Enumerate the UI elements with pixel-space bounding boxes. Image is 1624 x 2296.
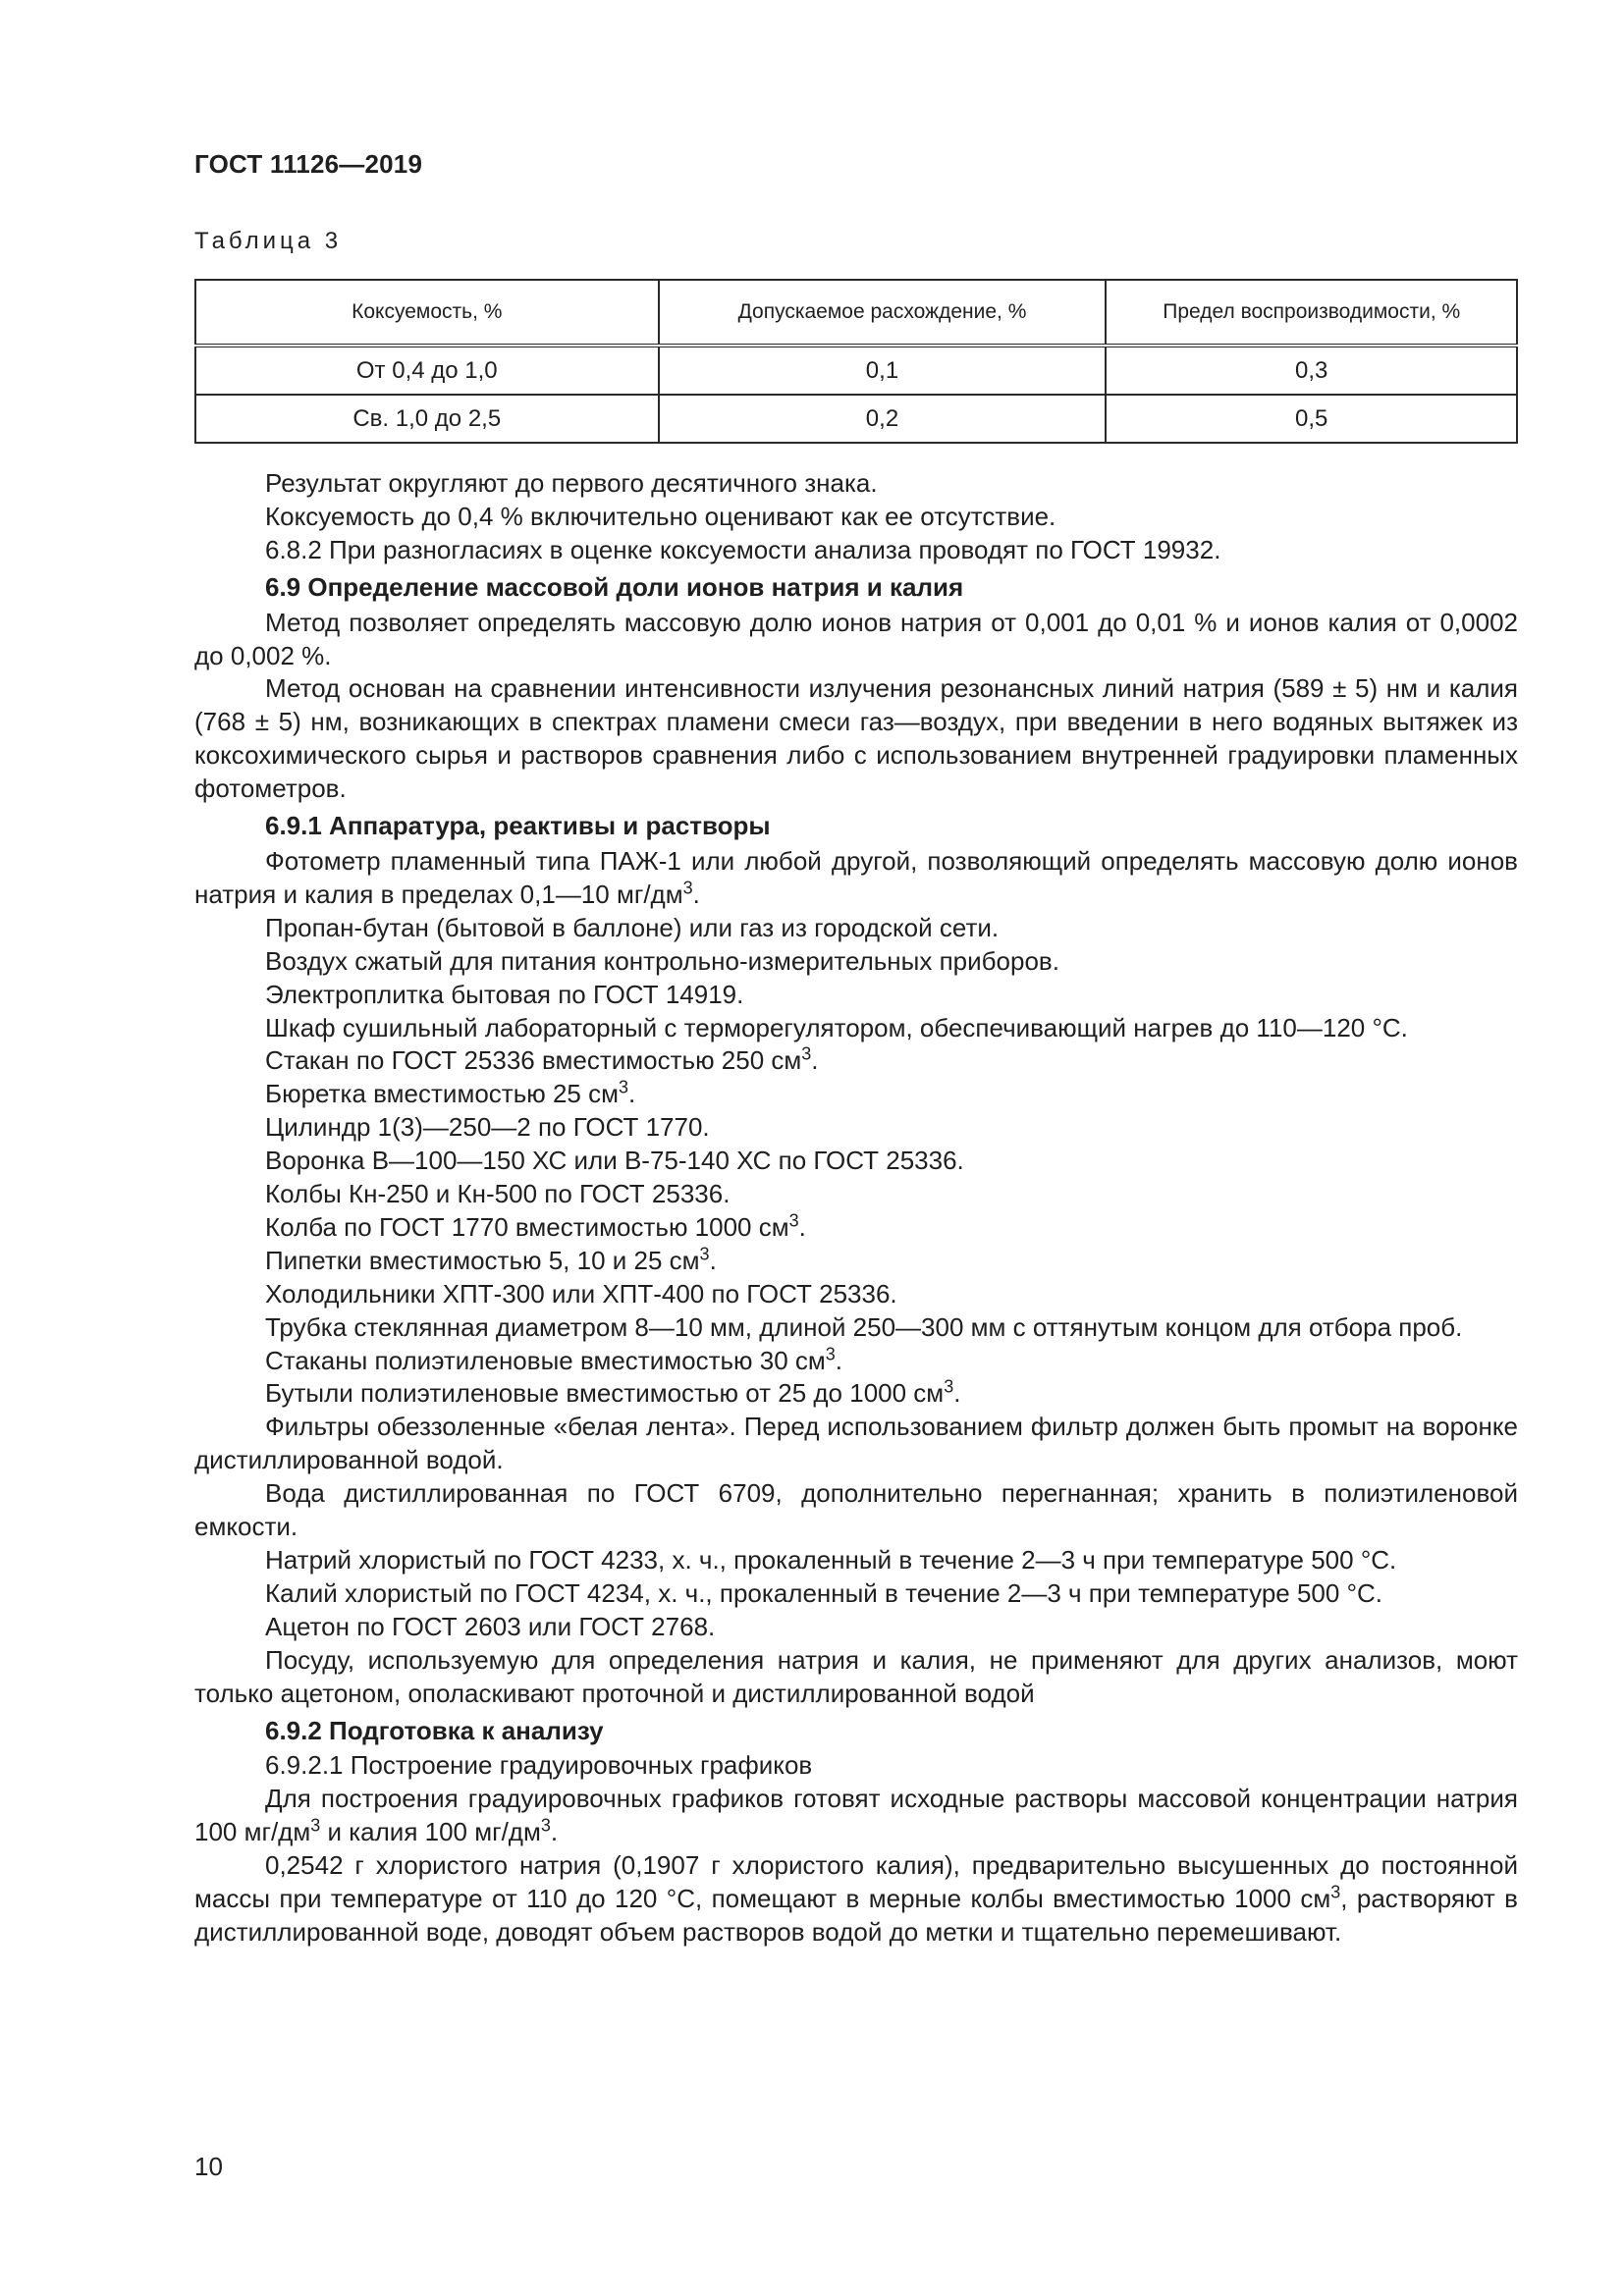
- paragraph: Результат округляют до первого десятичного знака.: [265, 468, 878, 498]
- paragraph: 6.9.2.1 Построение градуировочных графиков: [265, 1750, 813, 1781]
- paragraph: Трубка стеклянная диаметром 8—10 мм, длиной 250—300 мм с оттянутым концом для отбора проб.: [265, 1311, 1463, 1342]
- paragraph-text: Пипетки вместимостью 5, 10 и 25 см: [265, 1245, 700, 1275]
- paragraph-text: Стакан по ГОСТ 25336 вместимостью 250 см: [265, 1045, 802, 1076]
- paragraph: [194, 845, 1518, 912]
- paragraph: Посуду, используемую для определения натрия и калия, не применяют для других анализов, моют только ацетоном, ополаскивают проточной и дистиллированной водой: [194, 1644, 1518, 1708]
- paragraph-text: .: [550, 1817, 559, 1847]
- paragraph-text: .: [709, 1245, 717, 1275]
- paragraph: Ацетон по ГОСТ 2603 или ГОСТ 2768.: [265, 1611, 716, 1641]
- table-caption: Таблица 3: [194, 228, 343, 254]
- table-cell: От 0,4 до 1,0: [195, 346, 659, 395]
- document-body: [194, 467, 1518, 1949]
- paragraph: [194, 1377, 1518, 1411]
- table-cell: Св. 1,0 до 2,5: [195, 395, 659, 443]
- table-header-cell: Допускаемое расхождение, %: [659, 280, 1107, 346]
- superscript: 3: [788, 1210, 799, 1231]
- document-header: ГОСТ 11126—2019: [194, 149, 423, 179]
- paragraph: Натрий хлористый по ГОСТ 4233, х. ч., прокаленный в течение 2—3 ч при температуре 500 °С.: [265, 1545, 1397, 1575]
- paragraph-text: .: [811, 1045, 819, 1076]
- paragraph: Фильтры обеззоленные «белая лента». Перед использованием фильтр должен быть промыт на воронке дистиллированной водой.: [194, 1412, 1518, 1475]
- paragraph: [194, 1245, 1518, 1278]
- paragraph-text: и калия 100 мг/дм: [320, 1817, 541, 1847]
- coking-table: [194, 279, 1518, 444]
- table-header-cell: Предел воспроизводимости, %: [1106, 280, 1517, 346]
- paragraph-text: .: [835, 1345, 843, 1375]
- paragraph-text: .: [798, 1211, 806, 1242]
- table-header-cell: Коксуемость, %: [195, 280, 659, 346]
- paragraph: [194, 1345, 1518, 1378]
- paragraph: Калий хлористый по ГОСТ 4234, х. ч., прокаленный в течение 2—3 ч при температуре 500 °С.: [265, 1577, 1382, 1608]
- paragraph: [194, 1044, 1518, 1078]
- paragraph: Воздух сжатый для питания контрольно-измерительных приборов.: [265, 945, 1059, 976]
- paragraph: Метод основан на сравнении интенсивности излучения резонансных линий натрия (589 ± 5) нм и калия (768 ± 5) нм, возникающих в спектрах пламени смеси газ—воздух, при введении в него водяных вытяжек из коксохимического сырья и растворов сравнения либо с использованием внутренней градуировки пламенных фотометров.: [194, 673, 1518, 804]
- paragraph: Коксуемость до 0,4 % включительно оценивают как ее отсутствие.: [265, 501, 1056, 531]
- superscript: 3: [1330, 1882, 1341, 1902]
- superscript: 3: [699, 1244, 710, 1264]
- superscript: 3: [682, 878, 693, 898]
- paragraph: Цилиндр 1(3)—250—2 по ГОСТ 1770.: [265, 1112, 710, 1143]
- paragraph: Воронка В—100—150 ХС или В-75-140 ХС по ГОСТ 25336.: [265, 1146, 964, 1176]
- paragraph: Вода дистиллированная по ГОСТ 6709, дополнительно перегнанная; хранить в полиэтиленовой емкости.: [194, 1478, 1518, 1542]
- paragraph-text: Для построения градуировочных графиков готовят исходные растворы массовой концентрации натрия 100 мг/дм: [194, 1784, 1518, 1847]
- superscript: 3: [310, 1815, 321, 1836]
- table-row: [195, 395, 1517, 443]
- table-row: [195, 346, 1517, 395]
- paragraph: [194, 1078, 1518, 1111]
- table-header-row: [195, 280, 1517, 346]
- paragraph: Пропан-бутан (бытовой в баллоне) или газ из городской сети.: [265, 912, 1000, 942]
- section-heading-6-9: 6.9 Определение массовой доли ионов натрия и калия: [265, 571, 964, 602]
- table-cell: 0,1: [659, 346, 1107, 395]
- table-cell: 0,3: [1106, 346, 1517, 395]
- paragraph: [194, 1849, 1518, 1949]
- paragraph-text: , растворяют в дистиллированной воде, доводят объем растворов водой до метки и тщательно перемешивают.: [194, 1884, 1518, 1947]
- paragraph: [194, 1783, 1518, 1849]
- paragraph: [194, 1211, 1518, 1245]
- superscript: 3: [540, 1815, 551, 1836]
- table-cell: 0,5: [1106, 395, 1517, 443]
- paragraph-text: .: [692, 879, 700, 909]
- paragraph-text: .: [953, 1378, 961, 1409]
- section-heading-6-9-1: 6.9.1 Аппаратура, реактивы и растворы: [265, 811, 771, 841]
- section-heading-6-9-2: 6.9.2 Подготовка к анализу: [265, 1715, 604, 1745]
- paragraph-text: .: [628, 1079, 636, 1109]
- paragraph-text: 0,2542 г хлористого натрия (0,1907 г хлористого калия), предварительно высушенных до постоянной массы при температуре от 110 до 120 °С, помещают в мерные колбы вместимостью 1000 см: [194, 1850, 1518, 1914]
- superscript: 3: [801, 1043, 812, 1064]
- paragraph: Колбы Кн-250 и Кн-500 по ГОСТ 25336.: [265, 1179, 731, 1209]
- paragraph: Холодильники ХПТ-300 или ХПТ-400 по ГОСТ 25336.: [265, 1278, 897, 1308]
- superscript: 3: [825, 1343, 836, 1363]
- paragraph-text: Колба по ГОСТ 1770 вместимостью 1000 см: [265, 1211, 789, 1242]
- paragraph: Метод позволяет определять массовую долю ионов натрия от 0,001 до 0,01 % и ионов калия от 0,0002 до 0,002 %.: [194, 607, 1518, 670]
- table-cell: 0,2: [659, 395, 1107, 443]
- paragraph: Шкаф сушильный лабораторный с терморегулятором, обеспечивающий нагрев до 110—120 °С.: [265, 1012, 1408, 1042]
- paragraph-text: Бюретка вместимостью 25 см: [265, 1079, 619, 1109]
- paragraph: Электроплитка бытовая по ГОСТ 14919.: [265, 979, 744, 1009]
- paragraph-text: Фотометр пламенный типа ПАЖ-1 или любой другой, позволяющий определять массовую долю ионов натрия и калия в пределах 0,1—10 мг/дм: [194, 845, 1518, 909]
- superscript: 3: [618, 1077, 628, 1097]
- paragraph-text: Бутыли полиэтиленовые вместимостью от 25 до 1000 см: [265, 1378, 945, 1409]
- page-number: 10: [194, 2152, 223, 2181]
- superscript: 3: [944, 1376, 954, 1397]
- paragraph-text: Стаканы полиэтиленовые вместимостью 30 см: [265, 1345, 826, 1375]
- paragraph: 6.8.2 При разногласиях в оценке коксуемости анализа проводят по ГОСТ 19932.: [265, 534, 1221, 564]
